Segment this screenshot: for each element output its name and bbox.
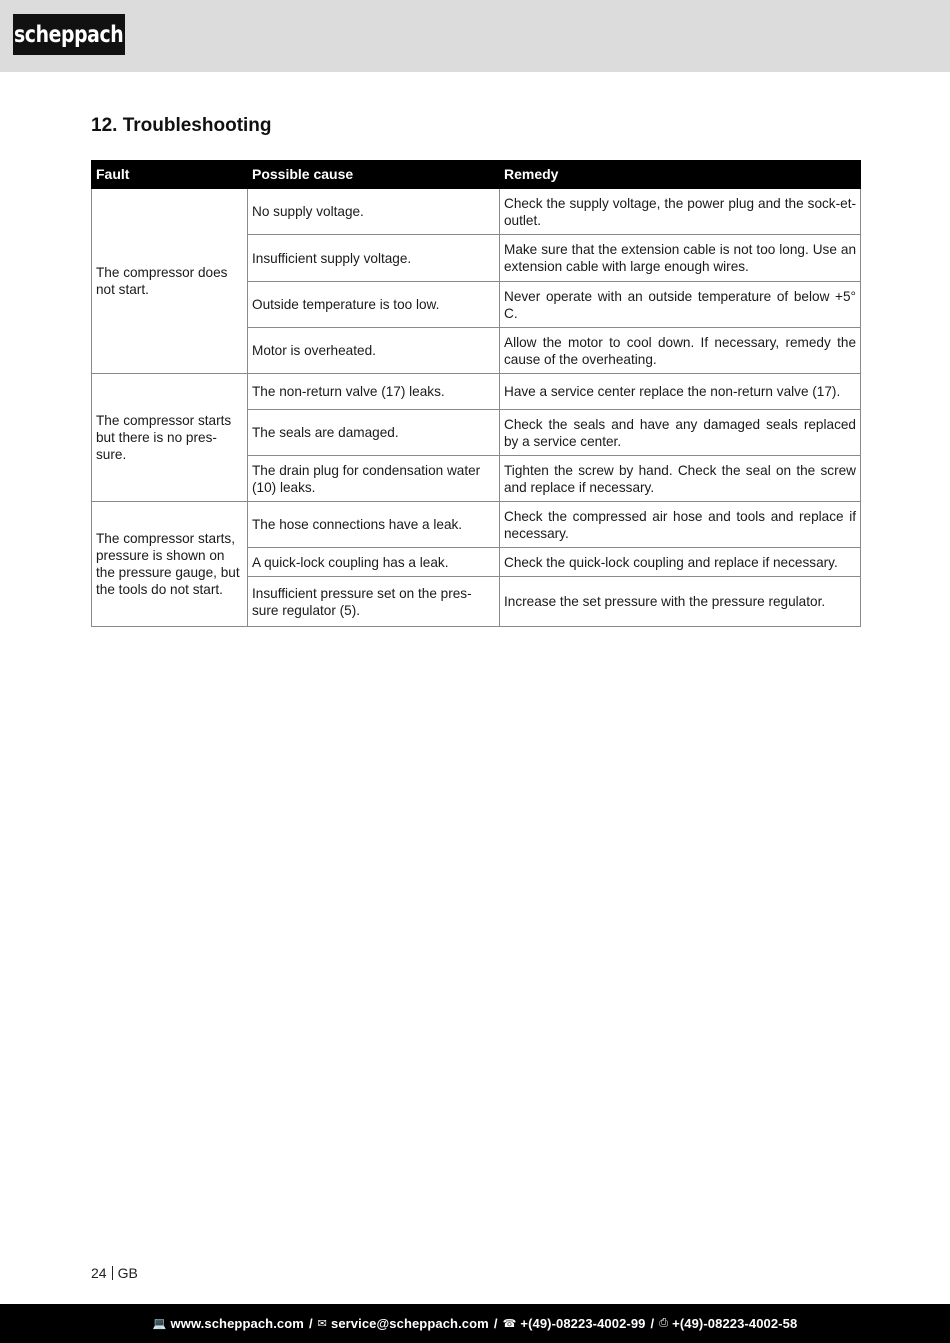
scheppach-logo: scheppach [13, 14, 125, 55]
table-row [92, 189, 861, 235]
remedy-cell: Make sure that the extension cable is not too long. Use an extension cable with large enough wires. [500, 235, 861, 282]
fault-cell: The compressor starts, pressure is shown on the pressure gauge, but the tools do not start. [92, 502, 248, 627]
header-possible-cause: Possible cause [248, 161, 500, 189]
footer-phone: +(49)-08223-4002-99 [520, 1316, 646, 1331]
remedy-cell: Never operate with an outside temperature of below +5° C. [500, 282, 861, 328]
remedy-cell: Check the supply voltage, the power plug and the sock-et-outlet. [500, 189, 861, 235]
cause-cell: A quick-lock coupling has a leak. [248, 548, 500, 577]
footer-separator: / [650, 1316, 655, 1331]
cause-cell: The hose connections have a leak. [248, 502, 500, 548]
page-number-separator [112, 1266, 113, 1280]
cause-cell: Outside temperature is too low. [248, 282, 500, 328]
header-remedy: Remedy [500, 161, 861, 189]
fault-cell: The compressor does not start. [92, 189, 248, 374]
footer-contact-bar [0, 1304, 950, 1343]
footer-website[interactable]: www.scheppach.com [170, 1316, 304, 1331]
cause-cell: No supply voltage. [248, 189, 500, 235]
remedy-cell: Allow the motor to cool down. If necessary, remedy the cause of the overheating. [500, 328, 861, 374]
table-header-row [92, 161, 861, 189]
cause-cell: The seals are damaged. [248, 410, 500, 456]
fax-icon: ⎙ [659, 1317, 669, 1329]
remedy-cell: Have a service center replace the non-return valve (17). [500, 374, 861, 410]
table-row [92, 502, 861, 548]
email-icon: ✉ [317, 1318, 327, 1330]
header-fault: Fault [92, 161, 248, 189]
header-band [0, 0, 950, 72]
computer-icon: 💻 [152, 1318, 167, 1330]
cause-cell: The non-return valve (17) leaks. [248, 374, 500, 410]
footer-fax: +(49)-08223-4002-58 [672, 1316, 798, 1331]
footer-email[interactable]: service@scheppach.com [330, 1316, 489, 1331]
page-number-value: 24 [91, 1265, 107, 1281]
fault-cell: The compressor starts but there is no pres-sure. [92, 374, 248, 502]
remedy-cell: Increase the set pressure with the pressure regulator. [500, 577, 861, 627]
table-row [92, 374, 861, 410]
cause-cell: Insufficient pressure set on the pres-sure regulator (5). [248, 577, 500, 627]
footer-separator: / [493, 1316, 498, 1331]
cause-cell: Motor is overheated. [248, 328, 500, 374]
cause-cell: Insufficient supply voltage. [248, 235, 500, 282]
remedy-cell: Check the compressed air hose and tools and replace if necessary. [500, 502, 861, 548]
phone-icon: ☎ [502, 1318, 517, 1330]
remedy-cell: Check the seals and have any damaged seals replaced by a service center. [500, 410, 861, 456]
remedy-cell: Tighten the screw by hand. Check the seal on the screw and replace if necessary. [500, 456, 861, 502]
section-title: 12. Troubleshooting [91, 115, 272, 136]
page-number [91, 1265, 138, 1281]
remedy-cell: Check the quick-lock coupling and replace if necessary. [500, 548, 861, 577]
troubleshooting-table [91, 160, 861, 627]
cause-cell: The drain plug for condensation water (10) leaks. [248, 456, 500, 502]
page-language: GB [117, 1265, 138, 1281]
footer-separator: / [308, 1316, 313, 1331]
